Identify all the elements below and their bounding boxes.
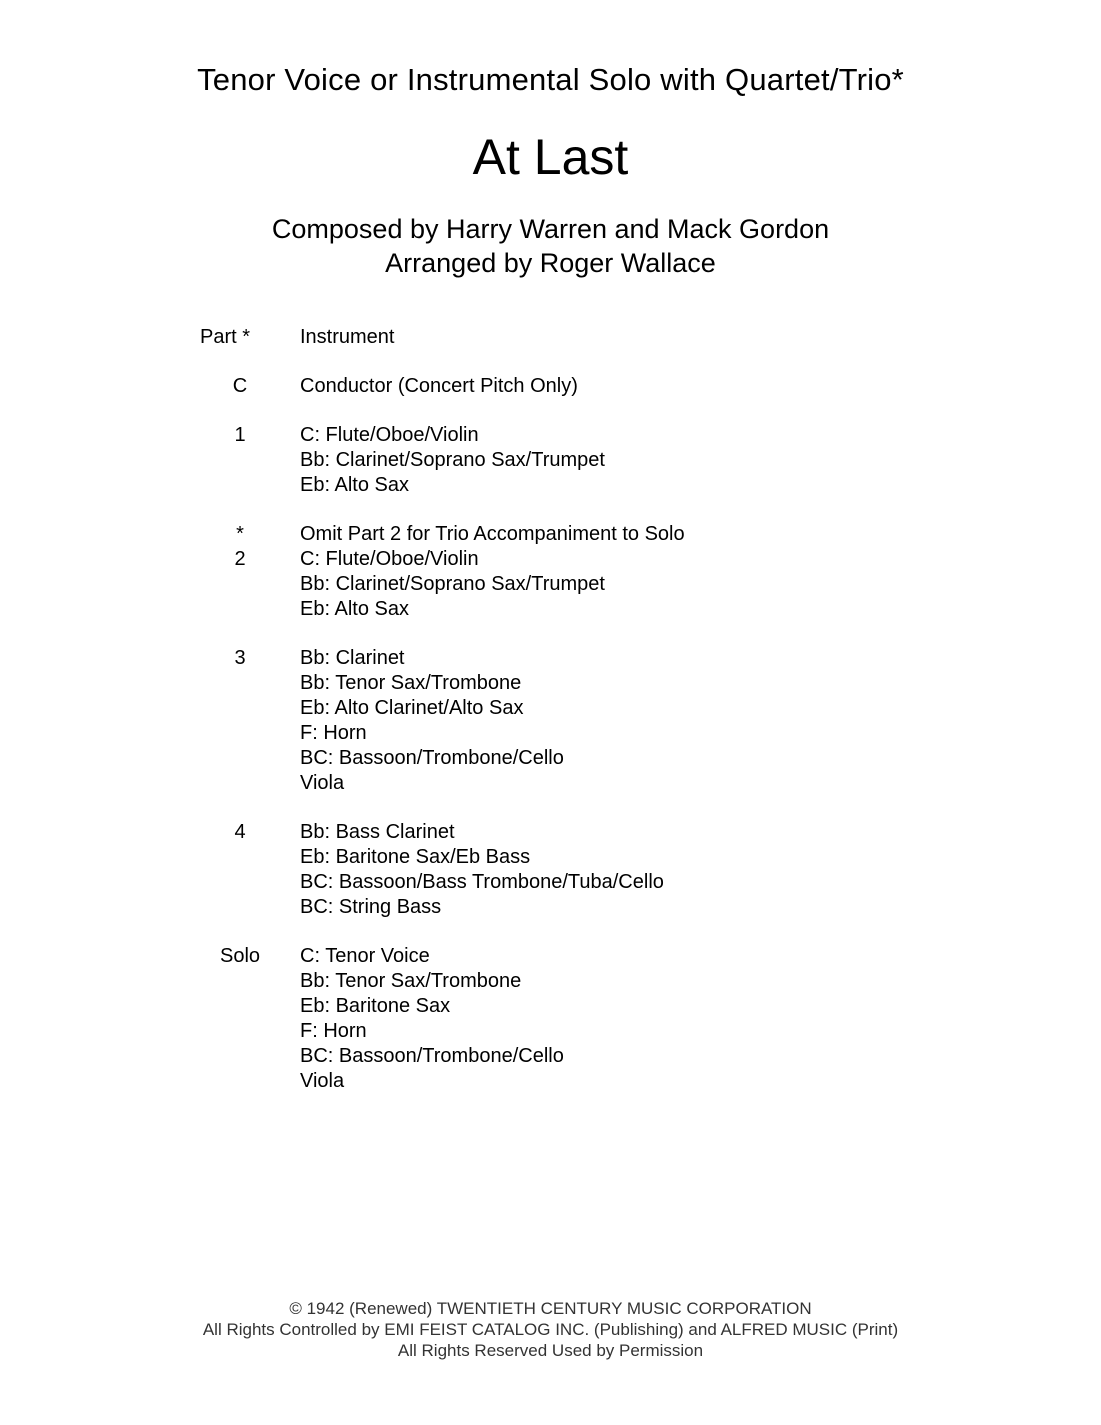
part-column-header: Part * — [200, 326, 251, 348]
part-number: * — [236, 523, 244, 545]
instrument-line: Conductor (Concert Pitch Only) — [300, 375, 578, 397]
instrument-list — [300, 374, 578, 399]
credits — [0, 212, 1101, 280]
instrument-column-header: Instrument — [300, 326, 395, 348]
permission-line: All Rights Reserved Used by Permission — [397, 1341, 704, 1360]
instrument-line: BC: Bassoon/Trombone/Cello — [300, 1045, 564, 1067]
instrument-list — [300, 423, 605, 498]
instrument-line: Bb: Bass Clarinet — [300, 821, 455, 843]
instrument-list — [300, 820, 664, 920]
part-number: 3 — [234, 647, 246, 669]
instrument-line: BC: Bassoon/Trombone/Cello — [300, 747, 564, 769]
part-number: 4 — [234, 821, 246, 843]
instrument-line: Bb: Tenor Sax/Trombone — [300, 970, 522, 992]
instrument-line: Bb: Clarinet/Soprano Sax/Trumpet — [300, 449, 605, 471]
table-row — [0, 522, 1101, 547]
instrument-line: Bb: Tenor Sax/Trombone — [300, 672, 522, 694]
instrument-line: BC: Bassoon/Bass Trombone/Tuba/Cello — [300, 871, 664, 893]
arranger-line: Arranged by Roger Wallace — [385, 248, 716, 278]
part-number: 2 — [234, 548, 246, 570]
instrument-line: C: Flute/Oboe/Violin — [300, 548, 479, 570]
table-row — [0, 820, 1101, 920]
instrument-list — [300, 522, 685, 547]
instrument-list — [300, 547, 605, 622]
instrument-line: C: Flute/Oboe/Violin — [300, 424, 479, 446]
table-row — [0, 374, 1101, 399]
instrument-line: F: Horn — [300, 1020, 367, 1042]
instrument-line: Bb: Clarinet/Soprano Sax/Trumpet — [300, 573, 605, 595]
table-row — [0, 646, 1101, 796]
instrument-line: BC: String Bass — [300, 896, 442, 918]
composer-line: Composed by Harry Warren and Mack Gordon — [271, 214, 830, 244]
rights-line: All Rights Controlled by EMI FEIST CATALOG INC. (Publishing) and ALFRED MUSIC (Print) — [202, 1320, 899, 1339]
part-number: 1 — [234, 424, 246, 446]
parts-table — [0, 325, 1101, 1094]
instrument-line: F: Horn — [300, 722, 367, 744]
instrument-line: Eb: Baritone Sax — [300, 995, 451, 1017]
instrument-line: Eb: Baritone Sax/Eb Bass — [300, 846, 531, 868]
copyright-notice — [0, 1298, 1101, 1361]
instrument-line: Viola — [300, 1070, 345, 1092]
table-row — [0, 547, 1101, 622]
instrument-list — [300, 944, 564, 1094]
instrument-line: C: Tenor Voice — [300, 945, 430, 967]
instrument-line: Bb: Clarinet — [300, 647, 405, 669]
page-title: At Last — [472, 129, 629, 185]
part-number: Solo — [219, 945, 261, 967]
instrument-list — [300, 646, 564, 796]
page-subtitle: Tenor Voice or Instrumental Solo with Quartet/Trio* — [197, 62, 904, 97]
part-number: C — [232, 375, 248, 397]
instrument-line: Eb: Alto Sax — [300, 474, 409, 496]
instrument-line: Eb: Alto Clarinet/Alto Sax — [300, 697, 524, 719]
copyright-line: © 1942 (Renewed) TWENTIETH CENTURY MUSIC CORPORATION — [289, 1299, 812, 1318]
table-row — [0, 423, 1101, 498]
parts-table-header — [0, 325, 1101, 350]
instrument-line: Omit Part 2 for Trio Accompaniment to Solo — [300, 523, 685, 545]
instrument-line: Viola — [300, 772, 345, 794]
table-row — [0, 944, 1101, 1094]
instrument-line: Eb: Alto Sax — [300, 598, 409, 620]
